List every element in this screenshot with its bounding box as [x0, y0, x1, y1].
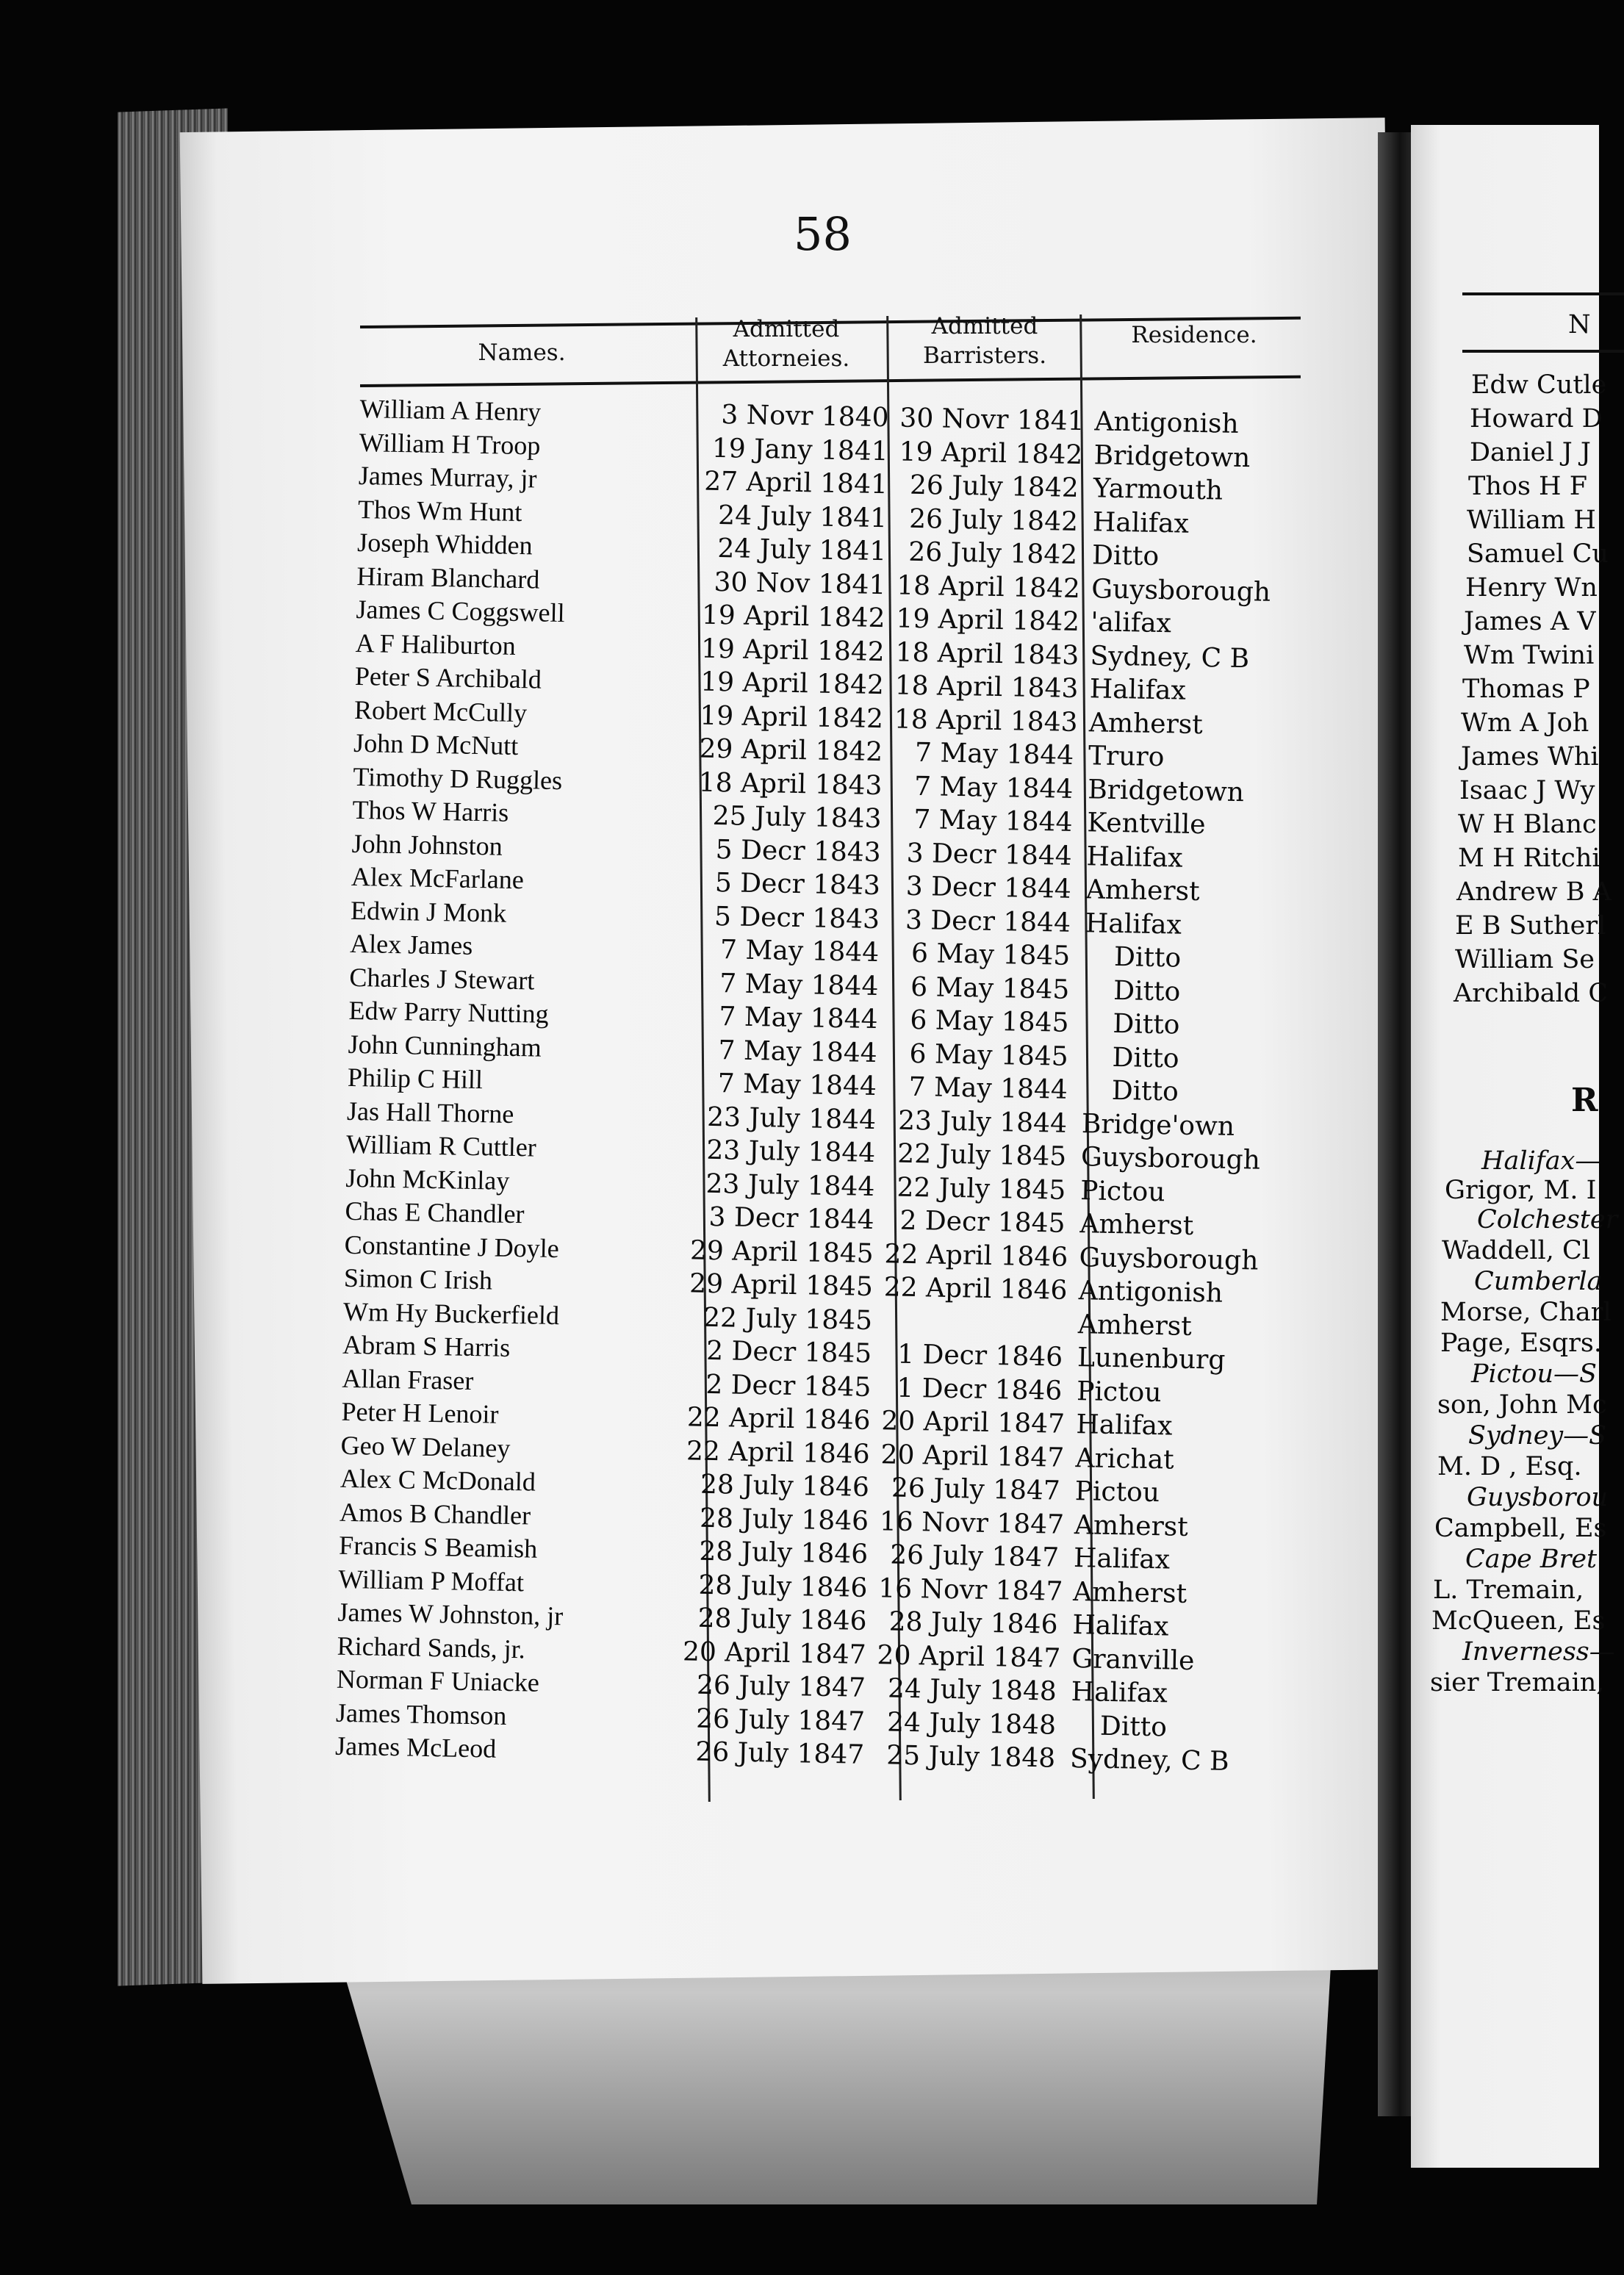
barristers-cell: 20 April 1847 [880, 1439, 1065, 1473]
section-line: Grigor, M. I [1445, 1176, 1597, 1205]
section-line: Sydney—S [1468, 1421, 1607, 1451]
barristers-cell: 24 July 1848 [887, 1673, 1057, 1707]
barristers-cell: 6 May 1845 [910, 938, 1071, 971]
residence-cell: Ditto [1091, 540, 1160, 572]
attorneys-cell: 25 July 1843 [712, 800, 882, 835]
name-cell: John Johnston [351, 828, 503, 861]
section-line: McQueen, Es [1431, 1606, 1606, 1636]
list-item: Thomas P [1462, 675, 1590, 704]
barristers-cell: 19 April 1842 [896, 603, 1080, 637]
barristers-cell: 25 July 1848 [885, 1740, 1056, 1774]
list-item: Archibald C [1454, 979, 1609, 1008]
residence-cell: Ditto [1099, 1711, 1168, 1742]
column-header-barristers: Admitted Barristers. [922, 313, 1047, 369]
list-item: Henry Wn [1465, 573, 1598, 603]
barristers-cell: 6 May 1845 [910, 971, 1070, 1005]
name-cell: James Thomson [335, 1697, 507, 1730]
attorneys-cell: 3 Novr 1840 [721, 400, 889, 434]
table-row [356, 560, 1271, 608]
table-row [355, 627, 1250, 674]
section-line: L. Tremain, [1433, 1575, 1584, 1605]
name-cell: Francis S Beamish [338, 1530, 538, 1564]
section-line: Cape Bret [1465, 1545, 1598, 1574]
table-row [347, 1062, 1179, 1107]
attorneys-cell: 28 July 1846 [698, 1570, 868, 1603]
name-cell: Simon C Irish [343, 1262, 493, 1295]
list-item: W H Blanc [1458, 810, 1597, 839]
barristers-cell: 7 May 1844 [914, 737, 1074, 771]
right-page-header-rule [1462, 292, 1624, 295]
section-line: Guysborou [1467, 1483, 1609, 1512]
residence-cell: Sydney, C B [1069, 1744, 1229, 1777]
residence-cell: Arichat [1075, 1442, 1174, 1476]
list-item: Isaac J Wy [1459, 776, 1595, 805]
attorneys-cell: 7 May 1844 [719, 935, 880, 968]
name-cell: Timothy D Ruggles [353, 761, 563, 795]
residence-cell: Pictou [1074, 1476, 1160, 1509]
table-row [336, 1664, 1168, 1709]
residence-cell: Bridge'own [1081, 1108, 1235, 1142]
right-page-heading: R [1571, 1082, 1598, 1119]
attorneys-cell: 28 July 1846 [699, 1503, 869, 1537]
attorneys-cell: 23 July 1844 [705, 1168, 875, 1202]
barristers-cell: 3 Decr 1844 [906, 838, 1072, 871]
section-line: Morse, Charl [1440, 1298, 1612, 1327]
list-item: William Se [1455, 945, 1595, 974]
column-header-names: Names. [478, 339, 566, 366]
residence-cell: Halifax [1072, 1610, 1169, 1642]
barristers-cell: 22 July 1845 [897, 1172, 1066, 1206]
residence-cell: Amherst [1079, 1209, 1194, 1241]
list-item: M H Ritchi [1458, 844, 1600, 873]
table-row [353, 694, 1204, 740]
book-gutter [1378, 132, 1415, 2116]
list-item: E B Sutherl [1455, 911, 1606, 941]
residence-cell: Guysborough [1091, 573, 1271, 608]
table-row [344, 1229, 1259, 1276]
residence-cell: Granville [1071, 1643, 1195, 1676]
attorneys-cell: 2 Decr 1845 [705, 1335, 872, 1369]
name-cell: James McLeod [334, 1730, 497, 1764]
section-line: Campbell, Es [1434, 1514, 1607, 1543]
section-line: Page, Esqrs. [1440, 1329, 1602, 1358]
name-cell: Geo W Delaney [340, 1430, 511, 1463]
name-cell: Edw Parry Nutting [348, 995, 549, 1029]
list-item: Andrew B A [1456, 877, 1612, 907]
residence-cell: Ditto [1113, 1008, 1180, 1041]
section-line: Cumberla [1474, 1267, 1603, 1296]
name-cell: John D McNutt [353, 727, 519, 761]
name-cell: Alex James [349, 928, 473, 960]
name-cell: Amos B Chandler [339, 1497, 531, 1531]
residence-cell: Sydney, C B [1090, 640, 1250, 674]
barristers-cell: 18 April 1843 [894, 703, 1078, 738]
residence-cell: Guysborough [1079, 1242, 1259, 1276]
table-row [338, 1563, 1188, 1609]
list-item: Edw Cutle [1471, 370, 1607, 400]
attorneys-cell: 19 Jany 1841 [711, 433, 889, 467]
residence-cell: Antigonish [1094, 406, 1240, 439]
list-item: Wm A Joh [1461, 708, 1589, 738]
attorneys-cell: 2 Decr 1845 [705, 1369, 872, 1403]
barristers-cell: 18 April 1842 [896, 569, 1081, 604]
barristers-cell: 1 Decr 1846 [896, 1373, 1063, 1406]
table-row [351, 827, 1183, 874]
table-row [337, 1597, 1169, 1642]
attorneys-cell: 26 July 1847 [696, 1670, 866, 1703]
name-cell: Alex C McDonald [339, 1463, 536, 1497]
name-cell: Philip C Hill [347, 1062, 484, 1095]
table-row [341, 1396, 1173, 1442]
table-row [342, 1329, 1226, 1376]
table-row [357, 493, 1190, 539]
section-line: Pictou—S [1471, 1359, 1598, 1389]
attorneys-cell: 28 July 1846 [697, 1603, 867, 1636]
barristers-cell: 7 May 1844 [908, 1071, 1068, 1105]
table-row [354, 661, 1187, 706]
attorneys-cell: 28 July 1846 [700, 1469, 870, 1503]
table-row [342, 1295, 1193, 1342]
attorneys-cell: 23 July 1844 [706, 1101, 877, 1135]
table-row [349, 961, 1181, 1007]
register-table [334, 393, 1403, 1845]
residence-cell: Bridgetown [1093, 439, 1251, 473]
attorneys-cell: 27 April 1841 [703, 466, 888, 500]
section-line: M. D , Esq. [1437, 1452, 1582, 1481]
barristers-cell: 20 April 1847 [881, 1406, 1066, 1440]
table-row [345, 1162, 1165, 1207]
column-header-attorneys: Admitted Attorneies. [722, 316, 850, 372]
name-cell: Alex McFarlane [351, 861, 525, 895]
barristers-cell: 19 April 1842 [899, 436, 1083, 470]
attorneys-cell: 23 July 1844 [706, 1135, 876, 1169]
attorneys-cell: 28 July 1846 [699, 1536, 869, 1570]
name-cell: Robert McCully [353, 694, 528, 727]
residence-cell: Halifax [1092, 506, 1190, 539]
barristers-cell: 16 Novr 1847 [879, 1506, 1065, 1540]
right-page [1411, 125, 1618, 2168]
barristers-cell: 23 July 1844 [897, 1105, 1068, 1139]
residence-cell: Bridgetown [1087, 774, 1245, 808]
name-cell: Peter H Lenoir [341, 1396, 499, 1429]
attorneys-cell: 26 July 1847 [695, 1703, 866, 1737]
attorneys-cell: 29 April 1842 [699, 733, 883, 768]
attorneys-cell: 19 April 1842 [700, 666, 885, 701]
residence-cell: Amherst [1072, 1576, 1188, 1609]
residence-cell: Halifax [1071, 1677, 1168, 1709]
attorneys-cell: 19 April 1842 [701, 600, 885, 634]
section-line: Halifax— [1481, 1146, 1601, 1176]
attorneys-cell: 26 July 1847 [695, 1736, 865, 1770]
name-cell: Thos W Harris [352, 794, 509, 827]
attorneys-cell: 5 Decr 1843 [714, 867, 881, 902]
section-line: Colchester [1477, 1205, 1618, 1234]
attorneys-cell: 20 April 1847 [682, 1636, 867, 1670]
attorneys-cell: 19 April 1842 [700, 633, 885, 667]
barristers-cell: 26 July 1842 [909, 470, 1079, 503]
attorneys-cell: 5 Decr 1843 [715, 834, 882, 868]
residence-cell: Halifax [1073, 1543, 1171, 1575]
barristers-cell [883, 1306, 1063, 1309]
attorneys-cell: 22 April 1846 [686, 1435, 871, 1470]
attorneys-cell: 7 May 1844 [718, 1035, 878, 1068]
attorneys-cell: 29 April 1845 [689, 1234, 874, 1269]
name-cell: Allan Fraser [342, 1363, 474, 1395]
residence-cell: Truro [1088, 741, 1165, 773]
residence-cell: Pictou [1076, 1376, 1162, 1408]
list-item: James A V [1464, 607, 1596, 636]
table-row [358, 460, 1224, 506]
list-item: Samuel Cu [1467, 539, 1609, 569]
name-cell: Richard Sands, jr. [337, 1631, 526, 1664]
table-row [339, 1496, 1189, 1542]
name-cell: Edwin J Monk [350, 895, 507, 928]
attorneys-cell: 22 July 1845 [703, 1302, 873, 1336]
name-cell: William R Cuttler [345, 1129, 537, 1162]
name-cell: Constantine J Doyle [344, 1229, 560, 1263]
residence-cell: Ditto [1112, 1042, 1179, 1074]
name-cell: Wm Hy Buckerfield [342, 1296, 560, 1330]
name-cell: Thos Wm Hunt [357, 494, 522, 527]
list-item: Thos H F [1468, 472, 1587, 501]
attorneys-cell: 30 Nov 1841 [714, 567, 886, 600]
residence-cell: Pictou [1079, 1175, 1165, 1207]
barristers-cell: 6 May 1845 [909, 1038, 1068, 1072]
barristers-cell: 2 Decr 1845 [899, 1205, 1066, 1239]
name-cell: Hiram Blanchard [356, 561, 540, 594]
table-row [353, 727, 1165, 773]
residence-cell: Yarmouth [1093, 473, 1224, 506]
residence-cell: Halifax [1089, 674, 1187, 706]
residence-cell: Antigonish [1078, 1276, 1224, 1309]
attorneys-cell: 19 April 1842 [700, 700, 884, 734]
list-item: Wm Twini [1464, 641, 1595, 670]
attorneys-cell: 7 May 1844 [719, 1002, 878, 1035]
residence-cell: Lunenburg [1077, 1343, 1226, 1376]
name-cell: William A Henry [359, 393, 542, 427]
attorneys-cell: 7 May 1844 [719, 968, 879, 1002]
barristers-cell: 26 July 1842 [908, 536, 1078, 570]
residence-cell: Amherst [1088, 707, 1204, 740]
name-cell: Abram S Harris [342, 1329, 511, 1362]
name-cell: Joseph Whidden [356, 527, 533, 561]
name-cell: A F Haliburton [355, 628, 517, 661]
name-cell: Peter S Archibald [354, 661, 542, 694]
list-item: Howard D [1470, 404, 1603, 434]
name-cell: William P Moffat [338, 1564, 525, 1597]
section-line: Waddell, Cl [1442, 1236, 1590, 1265]
table-row [340, 1429, 1174, 1476]
name-cell: Charles J Stewart [349, 962, 535, 995]
right-page-header-fragment: N [1568, 310, 1591, 339]
table-row [339, 1463, 1160, 1509]
name-cell: Norman F Uniacke [336, 1664, 540, 1697]
table-row [334, 1730, 1229, 1777]
barristers-cell: 30 Novr 1841 [899, 403, 1085, 437]
barristers-cell: 16 Novr 1847 [877, 1573, 1063, 1607]
list-item: Daniel J J [1470, 438, 1591, 467]
residence-cell: Halifax [1076, 1409, 1173, 1442]
table-row [356, 527, 1160, 572]
name-cell: Chas E Chandler [345, 1196, 525, 1229]
barristers-cell: 6 May 1845 [910, 1004, 1069, 1038]
name-cell: James C Coggswell [356, 594, 565, 628]
residence-cell: Ditto [1113, 975, 1181, 1007]
barristers-cell: 18 April 1843 [895, 636, 1079, 671]
attorneys-cell: 7 May 1844 [717, 1068, 877, 1102]
attorneys-cell: 3 Decr 1844 [708, 1201, 874, 1236]
barristers-cell: 18 April 1843 [894, 670, 1079, 704]
right-page-header-rule [1462, 350, 1624, 353]
residence-cell: Amherst [1074, 1509, 1189, 1542]
table-row [335, 1697, 1168, 1742]
table-row [343, 1262, 1224, 1309]
barristers-cell: 3 Decr 1844 [905, 871, 1072, 905]
attorneys-cell: 29 April 1845 [689, 1268, 874, 1302]
residence-cell: Guysborough [1080, 1142, 1261, 1176]
barristers-cell: 28 July 1846 [888, 1606, 1058, 1640]
barristers-cell: 26 July 1847 [891, 1473, 1061, 1506]
section-line: son, John Mc [1437, 1390, 1607, 1420]
residence-cell: Ditto [1113, 941, 1182, 974]
table-row [349, 928, 1182, 974]
attorneys-cell: 22 April 1846 [686, 1402, 871, 1436]
name-cell: John McKinlay [345, 1162, 510, 1196]
barristers-cell: 26 July 1842 [908, 503, 1079, 537]
barristers-cell: 1 Decr 1846 [897, 1339, 1063, 1373]
list-item: James Whi [1461, 742, 1599, 772]
table-row [345, 1129, 1261, 1176]
name-cell: Jas Hall Thorne [346, 1096, 514, 1129]
table-row [348, 995, 1180, 1041]
residence-cell: Kentville [1087, 808, 1206, 841]
barristers-cell: 24 July 1848 [886, 1706, 1057, 1741]
name-cell: James Murray, jr [358, 460, 537, 494]
barristers-cell: 7 May 1844 [913, 804, 1073, 838]
barristers-cell: 26 July 1847 [889, 1539, 1060, 1573]
barristers-cell: 7 May 1844 [913, 771, 1074, 805]
name-cell: John Cunningham [348, 1029, 542, 1063]
name-cell: William H Troop [359, 427, 541, 461]
attorneys-cell: 24 July 1841 [717, 500, 888, 533]
table-row [352, 794, 1206, 841]
page-number: 58 [794, 207, 852, 261]
table-row [346, 1095, 1235, 1142]
section-line: Inverness— [1462, 1637, 1615, 1667]
residence-cell: Amherst [1085, 874, 1200, 908]
residence-cell: Ditto [1111, 1075, 1179, 1107]
residence-cell: Halifax [1086, 841, 1183, 874]
barristers-cell: 22 April 1846 [884, 1238, 1068, 1273]
barristers-cell: 20 April 1847 [877, 1639, 1061, 1674]
attorneys-cell: 24 July 1841 [717, 533, 887, 567]
barristers-cell: 22 April 1846 [883, 1272, 1068, 1306]
name-cell: James W Johnston, jr [337, 1597, 564, 1631]
barristers-cell: 22 July 1845 [897, 1138, 1067, 1172]
section-line: sier Tremain, [1430, 1668, 1605, 1697]
attorneys-cell: 18 April 1843 [698, 767, 883, 801]
attorneys-cell: 5 Decr 1843 [714, 901, 880, 935]
list-item: William H [1467, 506, 1596, 535]
barristers-cell: 3 Decr 1844 [905, 905, 1071, 938]
table-row [359, 393, 1240, 439]
residence-cell: Amherst [1077, 1309, 1193, 1342]
residence-cell: 'alifax [1091, 607, 1172, 639]
column-header-residence: Residence. [1131, 322, 1257, 348]
residence-cell: Halifax [1085, 908, 1182, 941]
